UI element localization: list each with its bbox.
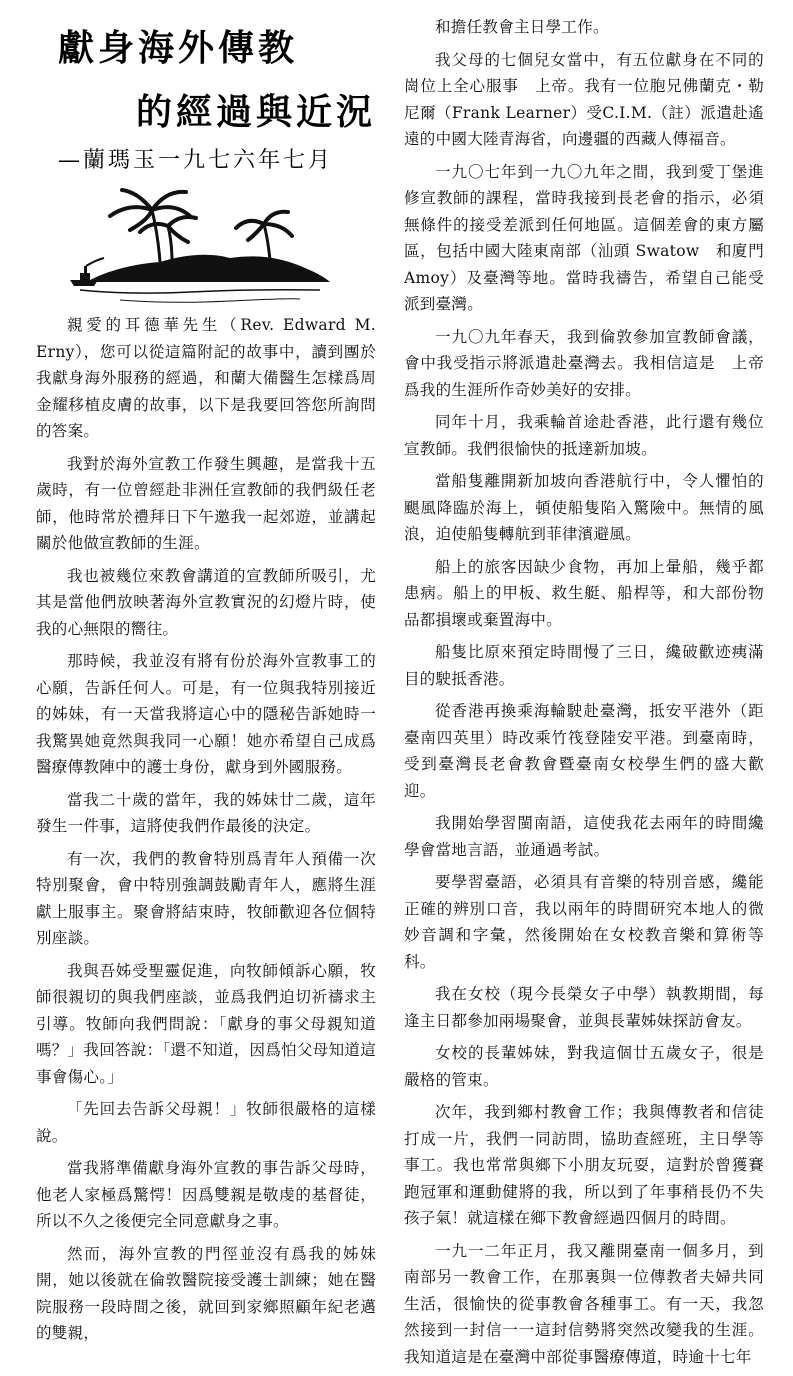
paragraph: 和擔任教會主日學工作。 [435,18,609,36]
paragraph: 船隻比原來預定時間慢了三日，纔破歡迹痍滿目的駛抵香港。 [404,643,764,688]
paragraph: 「先回去告訴父母親！」牧師很嚴格的這樣說。 [36,1100,376,1145]
paragraph: 當船隻離開新加坡向香港航行中，令人懼怕的颶風降臨於海上，頓使船隻陷入驚險中。無情的風浪，迫使船隻轉航到菲律濱避風。 [404,472,764,543]
left-column [36,312,376,1353]
paragraph: 船上的旅客因缺少食物，再加上暈船，幾乎都患病。船上的甲板、救生艇、船桿等，和大部份物品都損壞或棄置海中。 [404,557,764,629]
paragraph: 我在女校（現今長榮女子中學）執教期間，每逢主日都參加兩場聚會，並與長輩姊妹探訪會友。 [404,985,764,1030]
title-line-1: 獻身海外傳教 [58,28,299,69]
paragraph: 然而，海外宣教的門徑並沒有爲我的姊妹開，她以後就在倫敦醫院接受護士訓練；她在醫院服務一段時間之後，就回到家鄉照顧年紀老邁的雙親， [36,1244,376,1342]
paragraph: 一九〇九年春天，我到倫敦參加宣教師會議，會中我受指示將派遣赴臺灣去。我相信這是 上帝爲我的生涯所作奇妙美好的安排。 [404,327,764,399]
paragraph: 有一次，我們的教會特別爲青年人預備一次特別聚會，會中特別強調鼓勵青年人，應將生涯獻上服事主。聚會將結束時，牧師歡迎各位個特別座談。 [36,849,376,947]
paragraph: 一九〇七年到一九〇九年之間，我到愛丁堡進修宣教師的課程，當時我接到長老會的指示，必須無條件的接受差派到任何地區。這個差會的東方屬區，包括中國大陸東南部（汕頭 Swatow 和廈門 Amoy）及臺灣等地。當時我禱告，希望自己能受派到臺灣。 [404,162,764,313]
paragraph: 我父母的七個兒女當中，有五位獻身在不同的崗位上全心服事 上帝。我有一位胞兄佛蘭克・勒尼爾（Frank Learner）受C.I.M.（註）派遣赴遙遠的中國大陸青海省，向邊疆的西藏人傳福音。 [404,50,764,148]
paragraph: 我對於海外宣教工作發生興趣，是當我十五歲時，有一位曾經赴非洲任宣教師的我們級任老師，他時常於禮拜日下午邀我一起郊遊，並講起關於他做宣教師的生涯。 [36,454,376,552]
byline: —蘭瑪玉一九七六年七月 [58,148,334,173]
paragraph: 我開始學習閩南語，這使我花去兩年的時間纔學會當地言語，並通過考試。 [404,814,764,859]
title-line-2: 的經過與近況 [136,92,377,133]
right-column [404,14,764,1376]
paragraph: 那時候，我並沒有將有份於海外宣教事工的心願，告訴任何人。可是，有一位與我特別接近的姊妹，有一天當我將這心中的隱秘告訴她時一我驚異她竟然與我同一心願！她亦希望自己成爲醫療傳教陣中的護士身份，獻身到外國服務。 [36,652,376,776]
paragraph: 親愛的耳德華先生（Rev. Edward M. Erny），您可以從這篇附記的故事中，讀到團於我獻身海外服務的經過，和蘭大備醫生怎樣爲周金耀移植皮膚的故事，以下是我要回答您所詢問的答案。 [36,316,376,440]
paragraph: 當我將準備獻身海外宣教的事告訴父母時，他老人家極爲驚愕！因爲雙親是敬虔的基督徒，所以不久之後便完全同意獻身之事。 [36,1159,376,1230]
paragraph: 同年十月，我乘輪首途赴香港，此行還有幾位宣教師。我們很愉快的抵達新加坡。 [404,413,764,458]
island-palm-illustration [60,180,360,320]
paragraph: 從香港再換乘海輪駛赴臺灣，抵安平港外（距臺南四英里）時改乘竹筏登陸安平港。到臺南時，受到臺灣長老會教會暨臺南女校學生們的盛大歡迎。 [404,702,764,800]
paragraph: 當我二十歲的當年，我的姊妹廿二歲，這年發生一件事，這將使我們作最後的決定。 [36,790,376,835]
paragraph: 女校的長輩姊妹，對我這個廿五歲女子，很是嚴格的管束。 [404,1044,764,1089]
paragraph: 要學習臺語，必須具有音樂的特別音感，纔能正確的辨別口音，我以兩年的時間研究本地人的微妙音調和字彙，然後開始在女校教音樂和算術等科。 [404,873,764,971]
paragraph: 一九一二年正月，我又離開臺南一個多月，到南部另一教會工作，在那裏與一位傳教者夫婦共同生活，很愉快的從事教會各種事工。有一天，我忽然接到一封信一一這封信勢將突然改變我的生涯。我知道這是在臺灣中部從事醫療傳道，時逾十七年 [404,1241,764,1366]
paragraph: 次年，我到鄉村教會工作；我與傳教者和信徒打成一片，我們一同訪問，協助查經班，主日學等事工。我也常常與鄉下小朋友玩耍，這對於曾獲賽跑冠軍和運動健將的我，所以到了年事稍長仍不失孩子氣！就這樣在鄉下教會經過四個月的時間。 [404,1103,764,1227]
paragraph: 我也被幾位來教會講道的宣教師所吸引，尤其是當他們放映著海外宣教實況的幻燈片時，使我的心無限的嚮往。 [36,566,376,638]
paragraph: 我與吾姊受聖靈促進，向牧師傾訴心願，牧師很親切的與我們座談，並爲我們迫切祈禱求主引導。牧師向我們問說：「獻身的事父母親知道嗎？」我回答說：「還不知道，因爲怕父母知道這事會傷心。」 [36,961,376,1086]
